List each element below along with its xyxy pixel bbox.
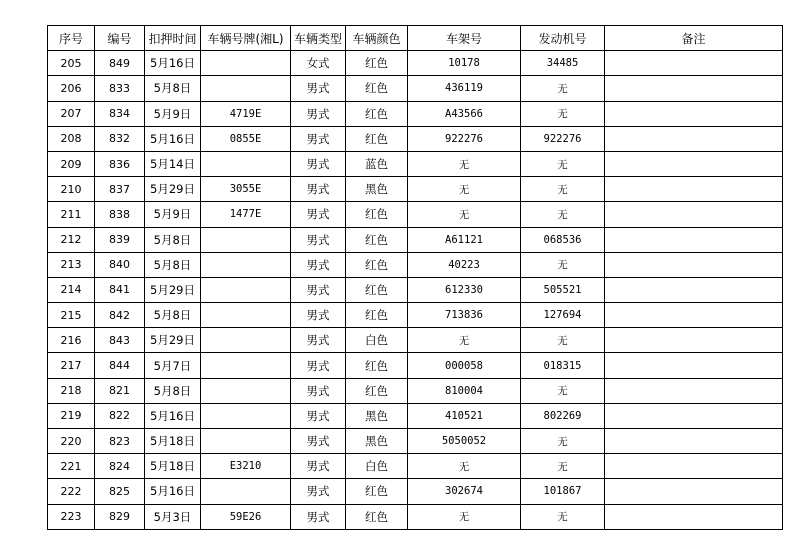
table-row bbox=[48, 454, 783, 479]
header-type: 车辆类型 bbox=[291, 26, 346, 51]
table-row bbox=[48, 504, 783, 529]
cell-type: 男式 bbox=[291, 479, 346, 504]
cell-type: 男式 bbox=[291, 151, 346, 176]
cell-type: 女式 bbox=[291, 51, 346, 76]
cell-frame-number: 922276 bbox=[408, 126, 521, 151]
cell-index: 220 bbox=[48, 429, 95, 454]
cell-plate bbox=[201, 353, 291, 378]
cell-frame-number: 410521 bbox=[408, 403, 521, 428]
cell-remarks bbox=[605, 277, 783, 302]
cell-number: 822 bbox=[95, 403, 145, 428]
cell-index: 222 bbox=[48, 479, 95, 504]
cell-seize-date: 5月9日 bbox=[145, 101, 201, 126]
cell-color: 红色 bbox=[346, 101, 408, 126]
cell-index: 205 bbox=[48, 51, 95, 76]
cell-seize-date: 5月29日 bbox=[145, 177, 201, 202]
header-index: 序号 bbox=[48, 26, 95, 51]
cell-index: 208 bbox=[48, 126, 95, 151]
cell-color: 红色 bbox=[346, 227, 408, 252]
cell-engine-number: 无 bbox=[521, 252, 605, 277]
table-row bbox=[48, 227, 783, 252]
table-row bbox=[48, 51, 783, 76]
table-row bbox=[48, 76, 783, 101]
cell-color: 红色 bbox=[346, 277, 408, 302]
table-row bbox=[48, 479, 783, 504]
table-row bbox=[48, 151, 783, 176]
cell-seize-date: 5月16日 bbox=[145, 51, 201, 76]
cell-number: 842 bbox=[95, 303, 145, 328]
cell-type: 男式 bbox=[291, 504, 346, 529]
cell-plate bbox=[201, 252, 291, 277]
cell-remarks bbox=[605, 227, 783, 252]
cell-remarks bbox=[605, 151, 783, 176]
cell-number: 841 bbox=[95, 277, 145, 302]
cell-remarks bbox=[605, 126, 783, 151]
cell-number: 829 bbox=[95, 504, 145, 529]
cell-type: 男式 bbox=[291, 328, 346, 353]
cell-engine-number: 无 bbox=[521, 504, 605, 529]
cell-seize-date: 5月7日 bbox=[145, 353, 201, 378]
cell-type: 男式 bbox=[291, 227, 346, 252]
cell-frame-number: 713836 bbox=[408, 303, 521, 328]
cell-index: 212 bbox=[48, 227, 95, 252]
header-remarks: 备注 bbox=[605, 26, 783, 51]
cell-seize-date: 5月16日 bbox=[145, 479, 201, 504]
cell-type: 男式 bbox=[291, 177, 346, 202]
cell-remarks bbox=[605, 429, 783, 454]
cell-remarks bbox=[605, 51, 783, 76]
cell-frame-number: 无 bbox=[408, 177, 521, 202]
cell-color: 红色 bbox=[346, 252, 408, 277]
cell-number: 843 bbox=[95, 328, 145, 353]
cell-index: 213 bbox=[48, 252, 95, 277]
cell-number: 836 bbox=[95, 151, 145, 176]
cell-plate: 1477E bbox=[201, 202, 291, 227]
cell-plate bbox=[201, 303, 291, 328]
table-row bbox=[48, 101, 783, 126]
cell-color: 黑色 bbox=[346, 403, 408, 428]
header-plate: 车辆号牌(湘L) bbox=[201, 26, 291, 51]
header-row bbox=[48, 26, 783, 51]
cell-type: 男式 bbox=[291, 378, 346, 403]
cell-color: 白色 bbox=[346, 454, 408, 479]
cell-seize-date: 5月29日 bbox=[145, 328, 201, 353]
cell-remarks bbox=[605, 479, 783, 504]
cell-index: 218 bbox=[48, 378, 95, 403]
cell-remarks bbox=[605, 252, 783, 277]
header-frame-number: 车架号 bbox=[408, 26, 521, 51]
cell-remarks bbox=[605, 504, 783, 529]
cell-number: 832 bbox=[95, 126, 145, 151]
cell-engine-number: 34485 bbox=[521, 51, 605, 76]
cell-frame-number: 无 bbox=[408, 202, 521, 227]
cell-engine-number: 802269 bbox=[521, 403, 605, 428]
cell-seize-date: 5月18日 bbox=[145, 454, 201, 479]
cell-frame-number: 无 bbox=[408, 328, 521, 353]
cell-engine-number: 505521 bbox=[521, 277, 605, 302]
cell-plate bbox=[201, 277, 291, 302]
table-row bbox=[48, 277, 783, 302]
cell-frame-number: 302674 bbox=[408, 479, 521, 504]
cell-plate bbox=[201, 403, 291, 428]
cell-frame-number: 5050052 bbox=[408, 429, 521, 454]
cell-engine-number: 无 bbox=[521, 202, 605, 227]
cell-type: 男式 bbox=[291, 252, 346, 277]
header-color: 车辆颜色 bbox=[346, 26, 408, 51]
cell-seize-date: 5月14日 bbox=[145, 151, 201, 176]
header-seize-date: 扣押时间 bbox=[145, 26, 201, 51]
cell-remarks bbox=[605, 454, 783, 479]
cell-frame-number: 无 bbox=[408, 504, 521, 529]
cell-number: 833 bbox=[95, 76, 145, 101]
header-engine-number: 发动机号 bbox=[521, 26, 605, 51]
cell-seize-date: 5月8日 bbox=[145, 227, 201, 252]
cell-remarks bbox=[605, 328, 783, 353]
cell-color: 红色 bbox=[346, 76, 408, 101]
cell-plate: 59E26 bbox=[201, 504, 291, 529]
table-row bbox=[48, 126, 783, 151]
cell-type: 男式 bbox=[291, 76, 346, 101]
cell-frame-number: A43566 bbox=[408, 101, 521, 126]
cell-plate bbox=[201, 479, 291, 504]
table-row bbox=[48, 378, 783, 403]
cell-plate bbox=[201, 76, 291, 101]
cell-seize-date: 5月29日 bbox=[145, 277, 201, 302]
cell-number: 821 bbox=[95, 378, 145, 403]
header-number: 编号 bbox=[95, 26, 145, 51]
vehicle-seizure-sheet bbox=[47, 25, 783, 530]
cell-engine-number: 无 bbox=[521, 454, 605, 479]
cell-remarks bbox=[605, 76, 783, 101]
cell-engine-number: 无 bbox=[521, 378, 605, 403]
cell-remarks bbox=[605, 353, 783, 378]
cell-color: 黑色 bbox=[346, 177, 408, 202]
cell-frame-number: A61121 bbox=[408, 227, 521, 252]
cell-frame-number: 436119 bbox=[408, 76, 521, 101]
cell-color: 红色 bbox=[346, 126, 408, 151]
cell-remarks bbox=[605, 177, 783, 202]
cell-frame-number: 000058 bbox=[408, 353, 521, 378]
cell-frame-number: 40223 bbox=[408, 252, 521, 277]
cell-index: 215 bbox=[48, 303, 95, 328]
cell-remarks bbox=[605, 403, 783, 428]
table-row bbox=[48, 353, 783, 378]
cell-color: 红色 bbox=[346, 479, 408, 504]
table-row bbox=[48, 202, 783, 227]
cell-seize-date: 5月8日 bbox=[145, 76, 201, 101]
cell-number: 834 bbox=[95, 101, 145, 126]
cell-type: 男式 bbox=[291, 303, 346, 328]
cell-number: 824 bbox=[95, 454, 145, 479]
cell-type: 男式 bbox=[291, 101, 346, 126]
cell-plate bbox=[201, 51, 291, 76]
cell-index: 223 bbox=[48, 504, 95, 529]
cell-remarks bbox=[605, 202, 783, 227]
cell-plate bbox=[201, 429, 291, 454]
table-body bbox=[48, 51, 783, 530]
table-row bbox=[48, 328, 783, 353]
cell-seize-date: 5月16日 bbox=[145, 126, 201, 151]
cell-engine-number: 068536 bbox=[521, 227, 605, 252]
cell-index: 210 bbox=[48, 177, 95, 202]
cell-plate: 0855E bbox=[201, 126, 291, 151]
cell-engine-number: 101867 bbox=[521, 479, 605, 504]
cell-index: 211 bbox=[48, 202, 95, 227]
cell-index: 207 bbox=[48, 101, 95, 126]
table-row bbox=[48, 252, 783, 277]
cell-seize-date: 5月18日 bbox=[145, 429, 201, 454]
cell-engine-number: 922276 bbox=[521, 126, 605, 151]
cell-number: 823 bbox=[95, 429, 145, 454]
cell-index: 214 bbox=[48, 277, 95, 302]
cell-remarks bbox=[605, 378, 783, 403]
table-row bbox=[48, 429, 783, 454]
cell-index: 206 bbox=[48, 76, 95, 101]
cell-engine-number: 无 bbox=[521, 177, 605, 202]
cell-engine-number: 无 bbox=[521, 76, 605, 101]
cell-index: 216 bbox=[48, 328, 95, 353]
cell-engine-number: 127694 bbox=[521, 303, 605, 328]
cell-color: 红色 bbox=[346, 504, 408, 529]
table-row bbox=[48, 403, 783, 428]
cell-index: 217 bbox=[48, 353, 95, 378]
cell-engine-number: 无 bbox=[521, 151, 605, 176]
cell-plate bbox=[201, 378, 291, 403]
cell-number: 837 bbox=[95, 177, 145, 202]
cell-color: 红色 bbox=[346, 202, 408, 227]
vehicle-table bbox=[47, 25, 783, 530]
cell-seize-date: 5月16日 bbox=[145, 403, 201, 428]
cell-color: 红色 bbox=[346, 51, 408, 76]
cell-type: 男式 bbox=[291, 126, 346, 151]
cell-seize-date: 5月8日 bbox=[145, 252, 201, 277]
cell-seize-date: 5月3日 bbox=[145, 504, 201, 529]
cell-number: 849 bbox=[95, 51, 145, 76]
cell-frame-number: 无 bbox=[408, 151, 521, 176]
table-row bbox=[48, 303, 783, 328]
table-row bbox=[48, 177, 783, 202]
cell-remarks bbox=[605, 101, 783, 126]
cell-number: 844 bbox=[95, 353, 145, 378]
cell-type: 男式 bbox=[291, 353, 346, 378]
cell-engine-number: 018315 bbox=[521, 353, 605, 378]
cell-engine-number: 无 bbox=[521, 429, 605, 454]
cell-index: 209 bbox=[48, 151, 95, 176]
cell-plate: 3055E bbox=[201, 177, 291, 202]
cell-remarks bbox=[605, 303, 783, 328]
cell-number: 825 bbox=[95, 479, 145, 504]
cell-color: 白色 bbox=[346, 328, 408, 353]
cell-index: 221 bbox=[48, 454, 95, 479]
cell-frame-number: 无 bbox=[408, 454, 521, 479]
cell-plate bbox=[201, 328, 291, 353]
cell-engine-number: 无 bbox=[521, 101, 605, 126]
cell-frame-number: 612330 bbox=[408, 277, 521, 302]
cell-type: 男式 bbox=[291, 202, 346, 227]
cell-number: 839 bbox=[95, 227, 145, 252]
cell-index: 219 bbox=[48, 403, 95, 428]
cell-color: 红色 bbox=[346, 353, 408, 378]
cell-frame-number: 10178 bbox=[408, 51, 521, 76]
cell-type: 男式 bbox=[291, 277, 346, 302]
cell-plate bbox=[201, 227, 291, 252]
cell-number: 840 bbox=[95, 252, 145, 277]
cell-plate bbox=[201, 151, 291, 176]
cell-color: 黑色 bbox=[346, 429, 408, 454]
cell-plate: E3210 bbox=[201, 454, 291, 479]
cell-seize-date: 5月9日 bbox=[145, 202, 201, 227]
cell-color: 蓝色 bbox=[346, 151, 408, 176]
cell-frame-number: 810004 bbox=[408, 378, 521, 403]
cell-seize-date: 5月8日 bbox=[145, 303, 201, 328]
cell-color: 红色 bbox=[346, 303, 408, 328]
cell-plate: 4719E bbox=[201, 101, 291, 126]
cell-type: 男式 bbox=[291, 403, 346, 428]
cell-type: 男式 bbox=[291, 454, 346, 479]
cell-type: 男式 bbox=[291, 429, 346, 454]
cell-seize-date: 5月8日 bbox=[145, 378, 201, 403]
cell-engine-number: 无 bbox=[521, 328, 605, 353]
cell-number: 838 bbox=[95, 202, 145, 227]
cell-color: 红色 bbox=[346, 378, 408, 403]
